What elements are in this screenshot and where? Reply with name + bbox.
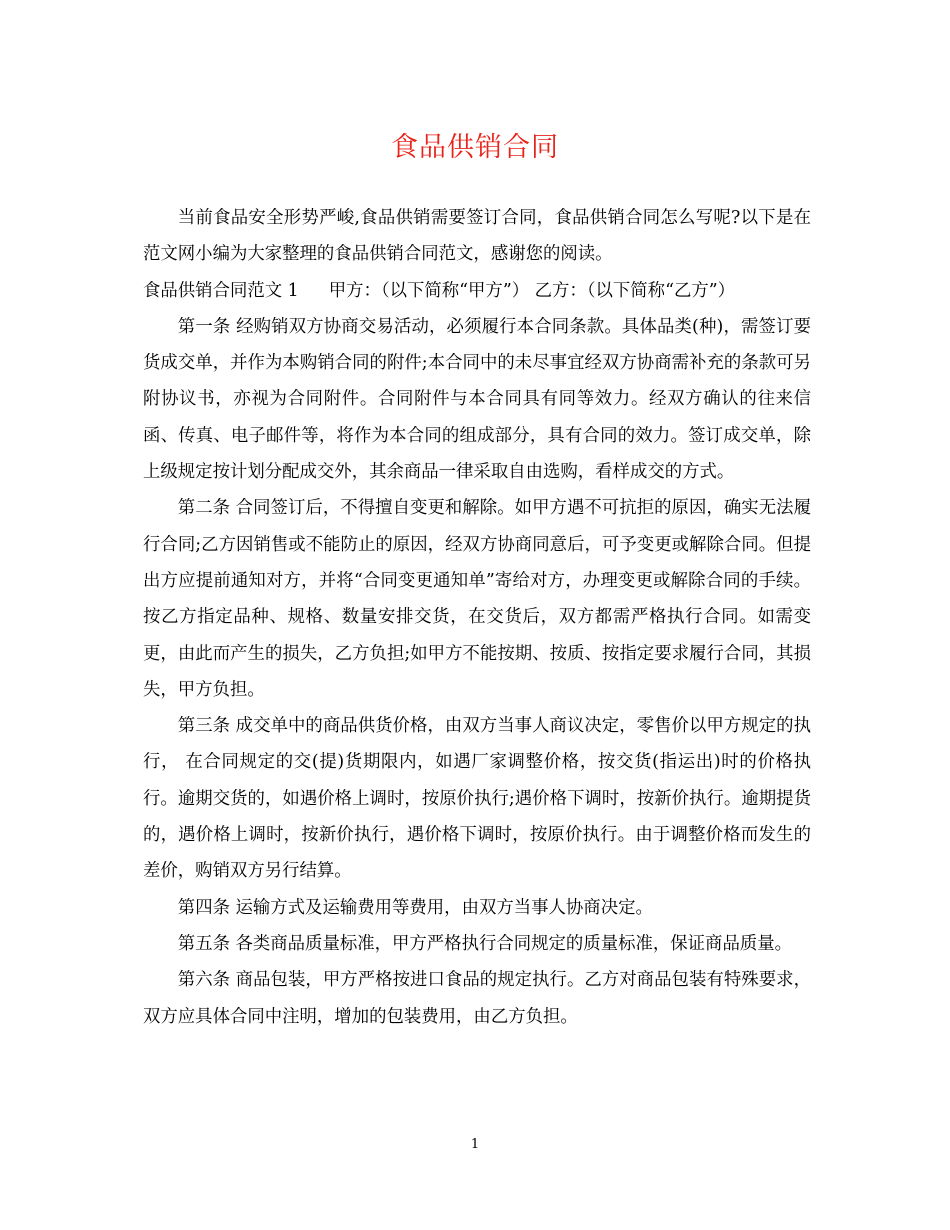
- article-6: 第六条 商品包装，甲方严格按进口食品的规定执行。乙方对商品包装有特殊要求，双方应具体合同中注明，增加的包装费用，由乙方负担。: [143, 970, 811, 1027]
- party-b-label: 乙方：（以下简称“乙方”）: [534, 280, 736, 301]
- article-5: 第五条 各类商品质量标准，甲方严格执行合同规定的质量标准，保证商品质量。: [177, 933, 793, 954]
- document-body: [143, 200, 811, 1035]
- document-title: 食品供销合同: [391, 132, 559, 163]
- article-2: 第二条 合同签订后，不得擅自变更和解除。如甲方遇不可抗拒的原因，确实无法履行合同;乙方因销售或不能防止的原因，经双方协商同意后，可予变更或解除合同。但提出方应提前通知对方，并将“合同变更通知单”寄给对方，办理变更或解除合同的手续。按乙方指定品种、规格、数量安排交货，在交货后，双方都需严格执行合同。如需变更，由此而产生的损失，乙方负担;如甲方不能按期、按质、按指定要求履行合同，其损失，甲方负担。: [143, 498, 811, 700]
- article-1: 第一条 经购销双方协商交易活动，必须履行本合同条款。具体品类(种)，需签订要货成交单，并作为本购销合同的附件;本合同中的未尽事宜经双方协商需补充的条款可另附协议书，亦视为合同附件。合同附件与本合同具有同等效力。经双方确认的往来信函、传真、电子邮件等，将作为本合同的组成部分，具有合同的效力。签订成交单，除上级规定按计划分配成交外，其余商品一律采取自由选购，看样成交的方式。: [143, 316, 811, 483]
- intro-paragraph: 当前食品安全形势严峻,食品供销需要签订合同，食品供销合同怎么写呢?以下是在范文网小编为大家整理的食品供销合同范文，感谢您的阅读。: [143, 208, 811, 265]
- sample-heading-label: 食品供销合同范文 1: [143, 280, 299, 301]
- article-4: 第四条 运输方式及运输费用等费用，由双方当事人协商决定。: [177, 897, 653, 918]
- sample-heading: [143, 273, 811, 309]
- article-3: 第三条 成交单中的商品供货价格，由双方当事人商议决定，零售价以甲方规定的执行， 在合同规定的交(提)货期限内，如遇厂家调整价格，按交货(指运出)时的价格执行。逾期交货的，如遇价格上调时，按原价执行;遇价格下调时，按新价执行。逾期提货的，遇价格上调时，按新价执行，遇价格下调时，按原价执行。由于调整价格而发生的差价，购销双方另行结算。: [143, 716, 811, 882]
- page-number: 1: [470, 1137, 480, 1152]
- party-a-label: 甲方：（以下简称“甲方”）: [328, 280, 530, 301]
